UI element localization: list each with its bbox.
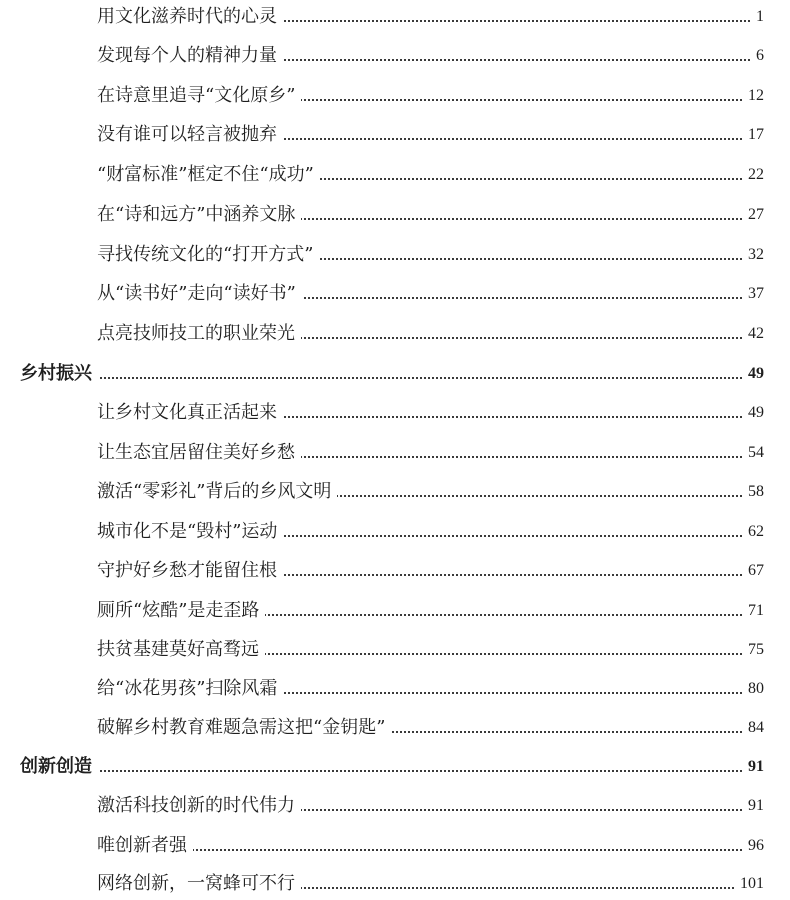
toc-entry-page: 71 (742, 596, 764, 626)
toc-section-heading[interactable] (0, 359, 790, 389)
toc-entry-page: 58 (742, 477, 764, 507)
toc-entry-page: 17 (742, 120, 764, 150)
toc-entry[interactable] (0, 869, 790, 899)
toc-entry[interactable] (0, 319, 790, 349)
toc-entry-page: 37 (742, 279, 764, 309)
toc-entry-page: 62 (742, 517, 764, 547)
toc-entry[interactable] (0, 713, 790, 743)
toc-entry[interactable] (0, 635, 790, 665)
toc-entry-title: 没有谁可以轻言被抛弃 (97, 120, 283, 150)
toc-entry-page: 54 (742, 438, 764, 468)
toc-entry-title: 寻找传统文化的“打开方式” (97, 240, 319, 270)
toc-entry-title: 破解乡村教育难题急需这把“金钥匙” (97, 713, 391, 743)
toc-entry-page: 12 (742, 81, 764, 111)
toc-entry-title: 网络创新，一窝蜂可不行 (97, 869, 301, 899)
toc-entry-page: 67 (742, 556, 764, 586)
toc-section-page: 91 (742, 752, 764, 782)
toc-entry-title: 用文化滋养时代的心灵 (97, 2, 283, 32)
toc-entry[interactable] (0, 517, 790, 547)
toc-entry-page: 1 (750, 2, 764, 32)
toc-entry-title: 激活科技创新的时代伟力 (97, 791, 301, 821)
toc-entry-page: 27 (742, 200, 764, 230)
toc-entry[interactable] (0, 398, 790, 428)
toc-entry-page: 80 (742, 674, 764, 704)
toc-entry-title: 让生态宜居留住美好乡愁 (97, 438, 301, 468)
toc-entry-page: 96 (742, 831, 764, 861)
toc-entry-title: 城市化不是“毁村”运动 (97, 517, 283, 547)
toc-entry-title: 唯创新者强 (97, 831, 193, 861)
toc-entry-page: 6 (750, 41, 764, 71)
toc-entry-title: 给“冰花男孩”扫除风霜 (97, 674, 283, 704)
toc-entry[interactable] (0, 791, 790, 821)
toc-entry-page: 22 (742, 160, 764, 190)
toc-entry-title: 守护好乡愁才能留住根 (97, 556, 283, 586)
toc-entry-page: 91 (742, 791, 764, 821)
toc-entry-title: 点亮技师技工的职业荣光 (97, 319, 301, 349)
toc-entry-title: 扶贫基建莫好高骛远 (97, 635, 265, 665)
toc-entry[interactable] (0, 831, 790, 861)
toc-entry-title: “财富标准”框定不住“成功” (97, 160, 320, 190)
toc-entry-title: 厕所“炫酷”是走歪路 (97, 596, 265, 626)
toc-entry[interactable] (0, 240, 790, 270)
toc-section-title: 乡村振兴 (20, 359, 98, 389)
toc-entry-title: 让乡村文化真正活起来 (97, 398, 283, 428)
toc-entry[interactable] (0, 438, 790, 468)
toc-entry-page: 84 (742, 713, 764, 743)
toc-entry[interactable] (0, 41, 790, 71)
toc-entry-title: 从“读书好”走向“读好书” (97, 279, 302, 309)
toc-entry-page: 49 (742, 398, 764, 428)
toc-entry[interactable] (0, 81, 790, 111)
toc-section-heading[interactable] (0, 752, 790, 782)
toc-entry-title: 发现每个人的精神力量 (97, 41, 283, 71)
toc-entry-page: 42 (742, 319, 764, 349)
toc-entry[interactable] (0, 556, 790, 586)
toc-entry[interactable] (0, 200, 790, 230)
toc-entry-page: 101 (734, 869, 764, 899)
toc-entry[interactable] (0, 120, 790, 150)
toc-entry[interactable] (0, 160, 790, 190)
toc-entry-page: 75 (742, 635, 764, 665)
toc-entry[interactable] (0, 596, 790, 626)
dot-leader (60, 770, 750, 772)
toc-section-page: 49 (742, 359, 764, 389)
dot-leader (60, 377, 750, 379)
toc-entry-page: 32 (742, 240, 764, 270)
toc-section-title: 创新创造 (20, 752, 98, 782)
toc-entry-title: 在“诗和远方”中涵养文脉 (97, 200, 301, 230)
toc-entry[interactable] (0, 279, 790, 309)
toc-entry[interactable] (0, 2, 790, 32)
toc-entry[interactable] (0, 674, 790, 704)
toc-entry-title: 在诗意里追寻“文化原乡” (97, 81, 301, 111)
toc-entry-title: 激活“零彩礼”背后的乡风文明 (97, 477, 337, 507)
dot-leader (100, 849, 750, 851)
toc-entry[interactable] (0, 477, 790, 507)
